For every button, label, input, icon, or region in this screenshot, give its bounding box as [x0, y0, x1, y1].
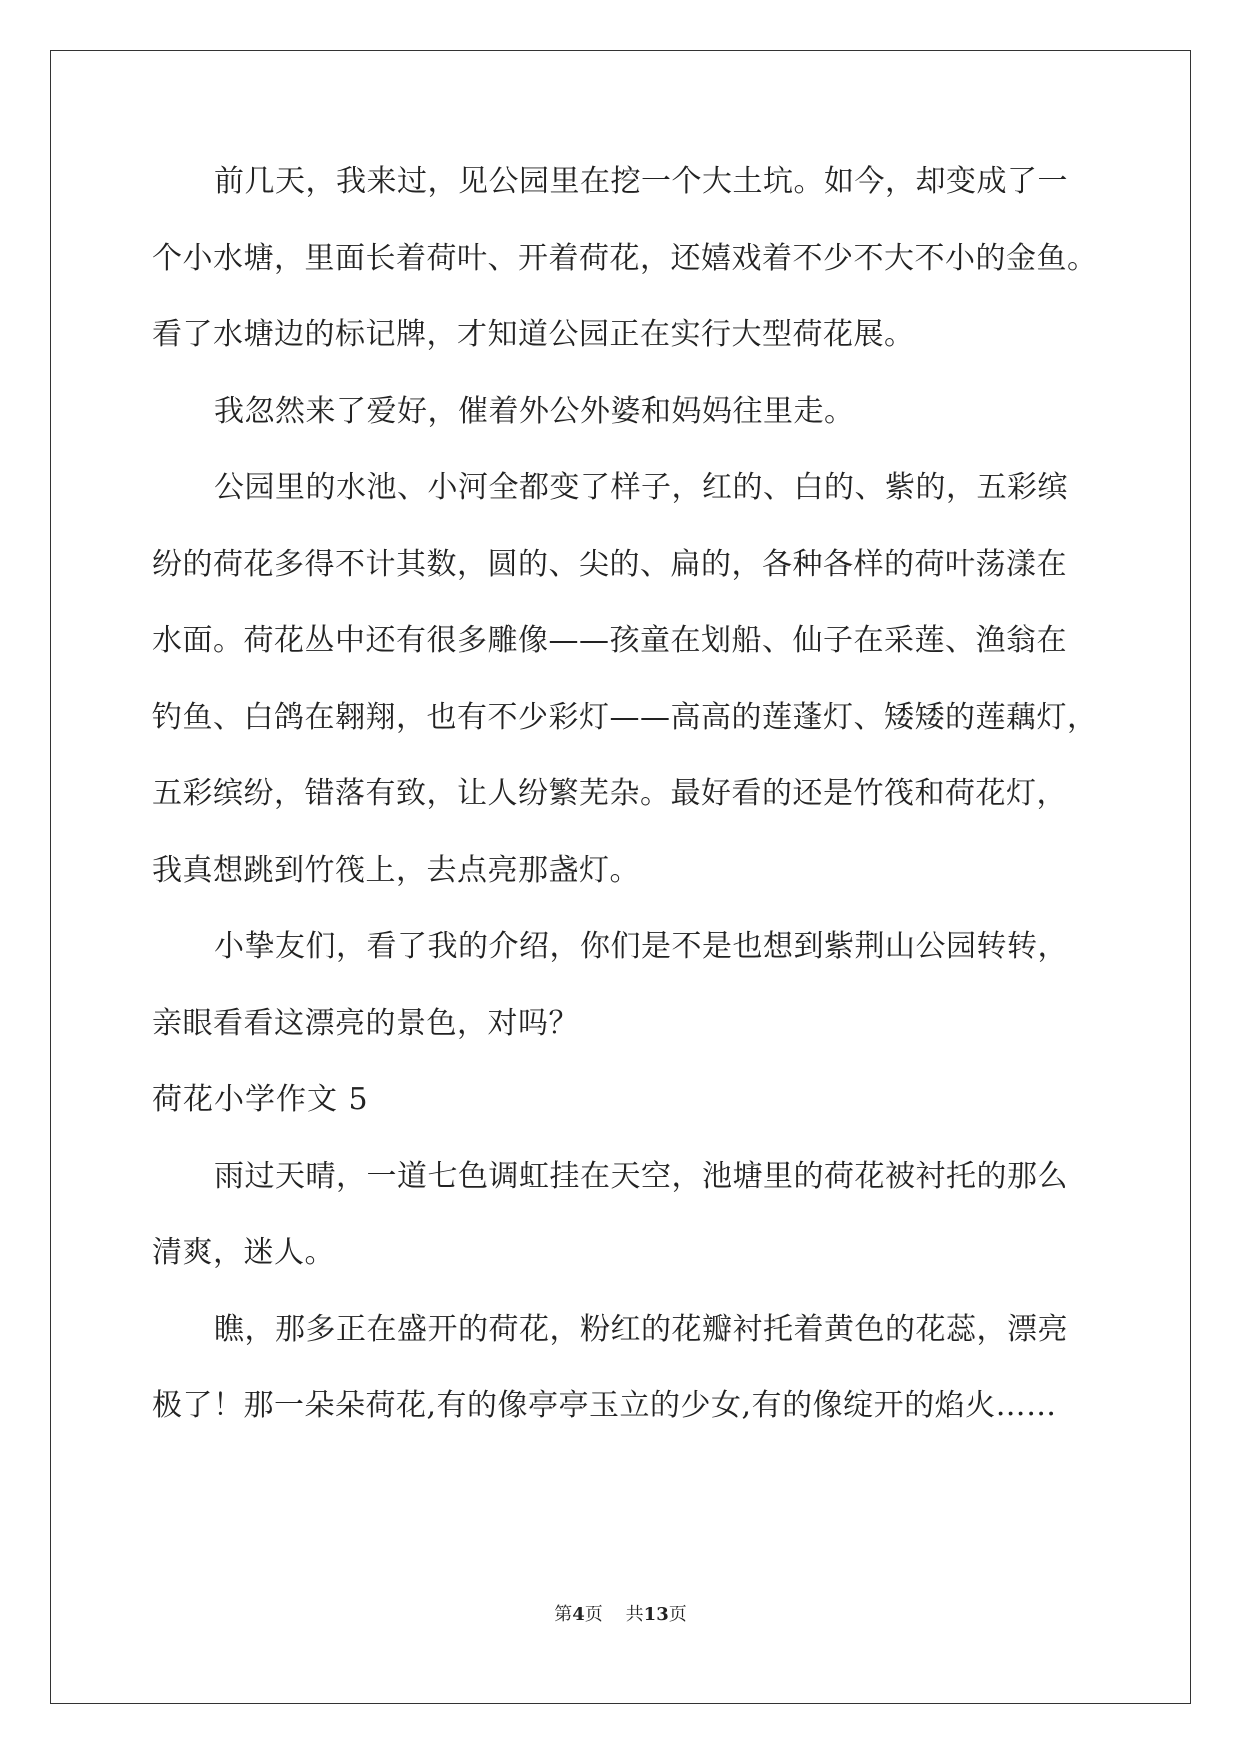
text-line: 前几天，我来过，见公园里在挖一个大土坑。如今，却变成了一 [214, 164, 1068, 199]
text-line: 五彩缤纷，错落有致，让人纷繁芜杂。最好看的还是竹筏和荷花灯， [152, 776, 1067, 811]
footer-total-unit: 页 [668, 1604, 687, 1625]
text-line: 清爽，迷人。 [152, 1235, 335, 1270]
footer-page-unit: 页 [584, 1604, 603, 1625]
text-line: 极了！那一朵朵荷花,有的像亭亭玉立的少女,有的像绽开的焰火…… [152, 1388, 1057, 1423]
text-line: 瞧，那多正在盛开的荷花，粉红的花瓣衬托着黄色的花蕊，漂亮 [214, 1311, 1068, 1347]
page-footer [0, 1600, 1241, 1626]
text-line: 个小水塘，里面长着荷叶、开着荷花，还嬉戏着不少不大不小的金鱼。 [152, 240, 1098, 276]
current-page-number: 4 [572, 1604, 585, 1625]
document-body [152, 162, 1098, 1463]
text-line: 水面。荷花丛中还有很多雕像——孩童在划船、仙子在采莲、渔翁在 [152, 623, 1067, 658]
text-line: 纷的荷花多得不计其数，圆的、尖的、扁的，各种各样的荷叶荡漾在 [152, 546, 1067, 582]
text-line: 亲眼看看这漂亮的景色，对吗？ [152, 1005, 579, 1041]
text-line: 我忽然来了爱好，催着外公外婆和妈妈往里走。 [214, 393, 855, 429]
footer-total-prefix: 共 [625, 1604, 644, 1625]
total-page-count: 13 [643, 1604, 669, 1625]
footer-prefix: 第 [554, 1604, 573, 1625]
text-line: 我真想跳到竹筏上，去点亮那盏灯。 [152, 852, 640, 888]
text-line: 钓鱼、白鸽在翱翔，也有不少彩灯——高高的莲蓬灯、矮矮的莲藕灯， [152, 699, 1098, 735]
text-line: 看了水塘边的标记牌，才知道公园正在实行大型荷花展。 [152, 317, 915, 352]
text-line: 公园里的水池、小河全都变了样子，红的、白的、紫的，五彩缤 [214, 470, 1068, 505]
text-line: 雨过天晴，一道七色调虹挂在天空，池塘里的荷花被衬托的那么 [214, 1158, 1068, 1194]
section-heading: 荷花小学作文 5 [152, 1082, 369, 1117]
text-line: 小挚友们，看了我的介绍，你们是不是也想到紫荆山公园转转， [214, 929, 1068, 964]
